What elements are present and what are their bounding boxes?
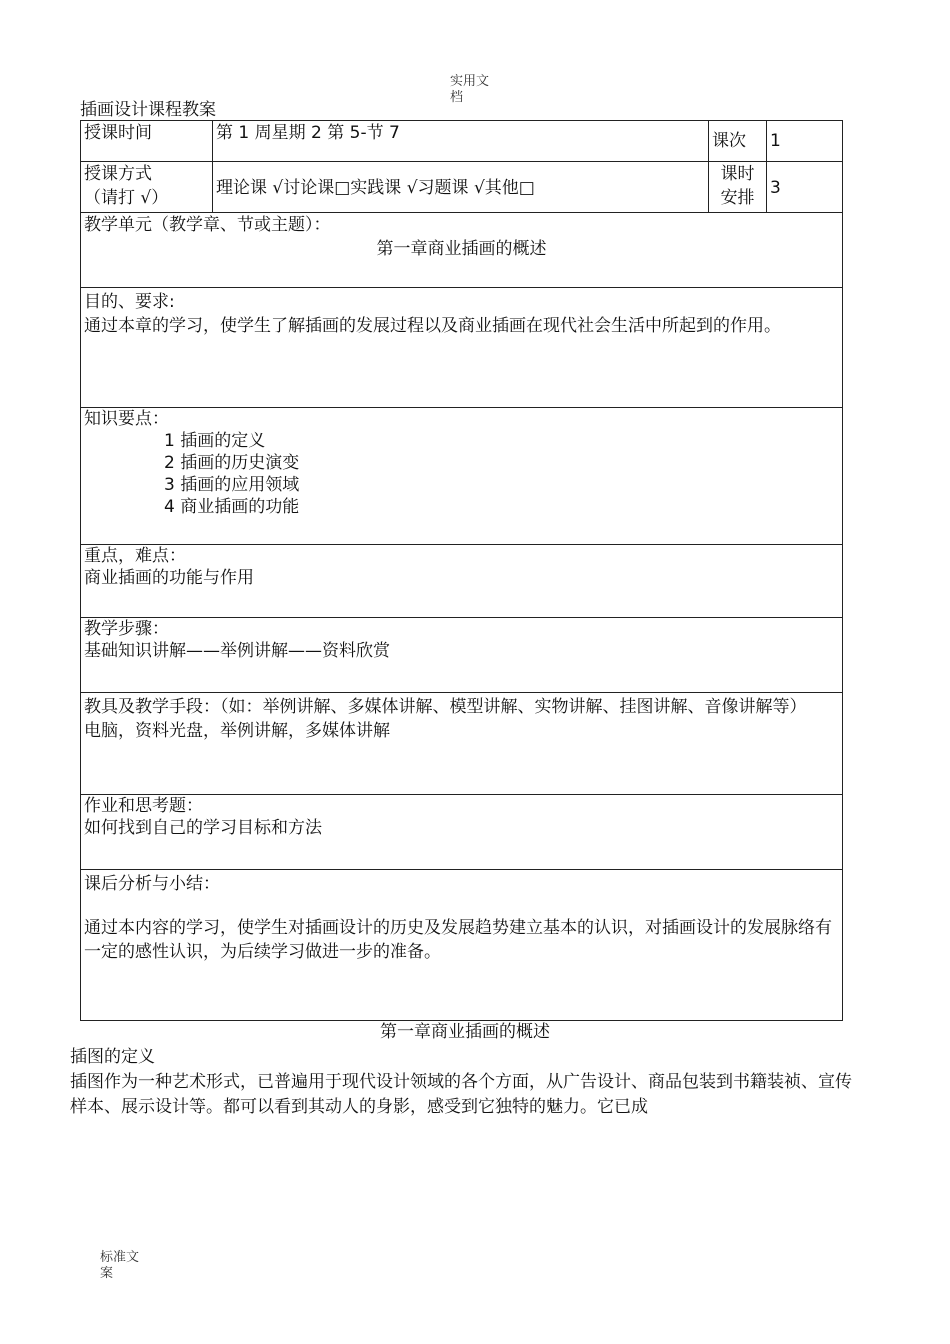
teaching-steps-label: 教学步骤： (84, 619, 169, 639)
section-heading: 插图的定义 (70, 1047, 155, 1067)
row-teaching-steps (81, 618, 843, 693)
summary-label: 课后分析与小结： (84, 874, 220, 894)
key-points-label: 重点，难点： (84, 546, 186, 566)
homework-text: 如何找到自己的学习目标和方法 (84, 818, 322, 838)
row-key-points (81, 545, 843, 618)
row-teaching-time (81, 121, 843, 162)
page-header (450, 74, 510, 106)
page-footer (100, 1250, 160, 1282)
goals-label: 目的、要求: (84, 292, 175, 312)
class-hours-label-line-2: 安排 (720, 188, 755, 208)
row-teaching-unit (81, 213, 843, 288)
homework-label: 作业和思考题： (84, 796, 203, 816)
row-homework (81, 795, 843, 870)
footer-line-2: 案 (100, 1266, 114, 1281)
row-summary (81, 870, 843, 1021)
header-line-1: 实用文 (450, 74, 490, 89)
spacer (84, 896, 839, 916)
teaching-method-label-line-1: 授课方式 (84, 164, 152, 184)
teaching-steps-cell (81, 618, 843, 693)
homework-cell (81, 795, 843, 870)
lesson-count-value: 1 (767, 121, 843, 162)
knowledge-point-item: 2 插画的历史演变 (164, 453, 300, 473)
body-paragraph: 插图作为一种艺术形式，已普遍用于现代设计领域的各个方面，从广告设计、商品包装到书籍装祯、宣传样本、展示设计等。都可以看到其动人的身影，感受到它独特的魅力。它已成 (70, 1072, 852, 1117)
goals-text: 通过本章的学习，使学生了解插画的发展过程以及商业插画在现代社会生活中所起到的作用。 (84, 316, 781, 336)
key-points-text: 商业插画的功能与作用 (84, 568, 254, 588)
teaching-method-label (81, 162, 213, 213)
knowledge-point-item: 4 商业插画的功能 (164, 497, 300, 517)
footer-line-1: 标准文 (100, 1250, 140, 1265)
row-goals (81, 288, 843, 408)
teaching-time-label: 授课时间 (81, 121, 213, 162)
row-teaching-method (81, 162, 843, 213)
teaching-method-value: 理论课 √讨论课□实践课 √习题课 √其他□ (213, 162, 709, 213)
goals-cell (81, 288, 843, 408)
knowledge-points-label: 知识要点： (84, 409, 169, 429)
teaching-tools-label: 教具及教学手段：（如：举例讲解、多媒体讲解、模型讲解、实物讲解、挂图讲解、音像讲解等） (84, 697, 807, 717)
summary-cell (81, 870, 843, 1021)
teaching-time-value: 第 1 周星期 2 第 5-节 7 (213, 121, 709, 162)
key-points-cell (81, 545, 843, 618)
knowledge-point-item: 3 插画的应用领域 (164, 475, 300, 495)
lesson-count-label: 课次 (709, 121, 767, 162)
row-teaching-tools (81, 693, 843, 795)
teaching-unit-value: 第一章商业插画的概述 (376, 239, 547, 259)
chapter-heading: 第一章商业插画的概述 (380, 1022, 550, 1042)
teaching-steps-text: 基础知识讲解——举例讲解——资料欣赏 (84, 641, 390, 661)
document-title: 插画设计课程教案 (80, 100, 216, 120)
class-hours-label-line-1: 课时 (720, 164, 755, 184)
lesson-plan-table (80, 120, 843, 1021)
teaching-method-label-line-2: （请打 √） (84, 188, 169, 208)
teaching-unit-label: 教学单元（教学章、节或主题）： (84, 215, 331, 235)
knowledge-points-cell (81, 408, 843, 545)
row-knowledge-points (81, 408, 843, 545)
teaching-unit-cell (81, 213, 843, 288)
knowledge-point-item: 1 插画的定义 (164, 431, 266, 451)
teaching-tools-text: 电脑，资料光盘，举例讲解，多媒体讲解 (84, 721, 390, 741)
header-line-2: 档 (450, 90, 464, 105)
class-hours-value: 3 (767, 162, 843, 213)
body-section (70, 1020, 860, 1120)
class-hours-label (709, 162, 767, 213)
summary-text: 通过本内容的学习，使学生对插画设计的历史及发展趋势建立基本的认识，对插画设计的发展脉络有一定的感性认识，为后续学习做进一步的准备。 (84, 918, 832, 962)
teaching-tools-cell (81, 693, 843, 795)
